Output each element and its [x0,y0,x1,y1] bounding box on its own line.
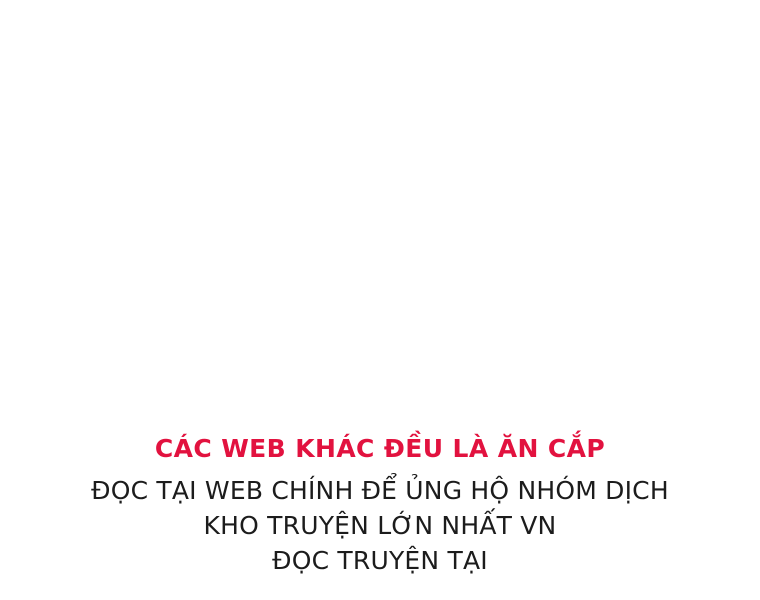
watermark-notice [0,432,760,578]
notice-headline: CÁC WEB KHÁC ĐỀU LÀ ĂN CẮP [154,434,606,463]
notice-line-1: ĐỌC TẠI WEB CHÍNH ĐỂ ỦNG HỘ NHÓM DỊCH [91,476,669,505]
notice-line-3: ĐỌC TRUYỆN TẠI [272,546,488,575]
notice-line-2: KHO TRUYỆN LỚN NHẤT VN [203,511,557,540]
